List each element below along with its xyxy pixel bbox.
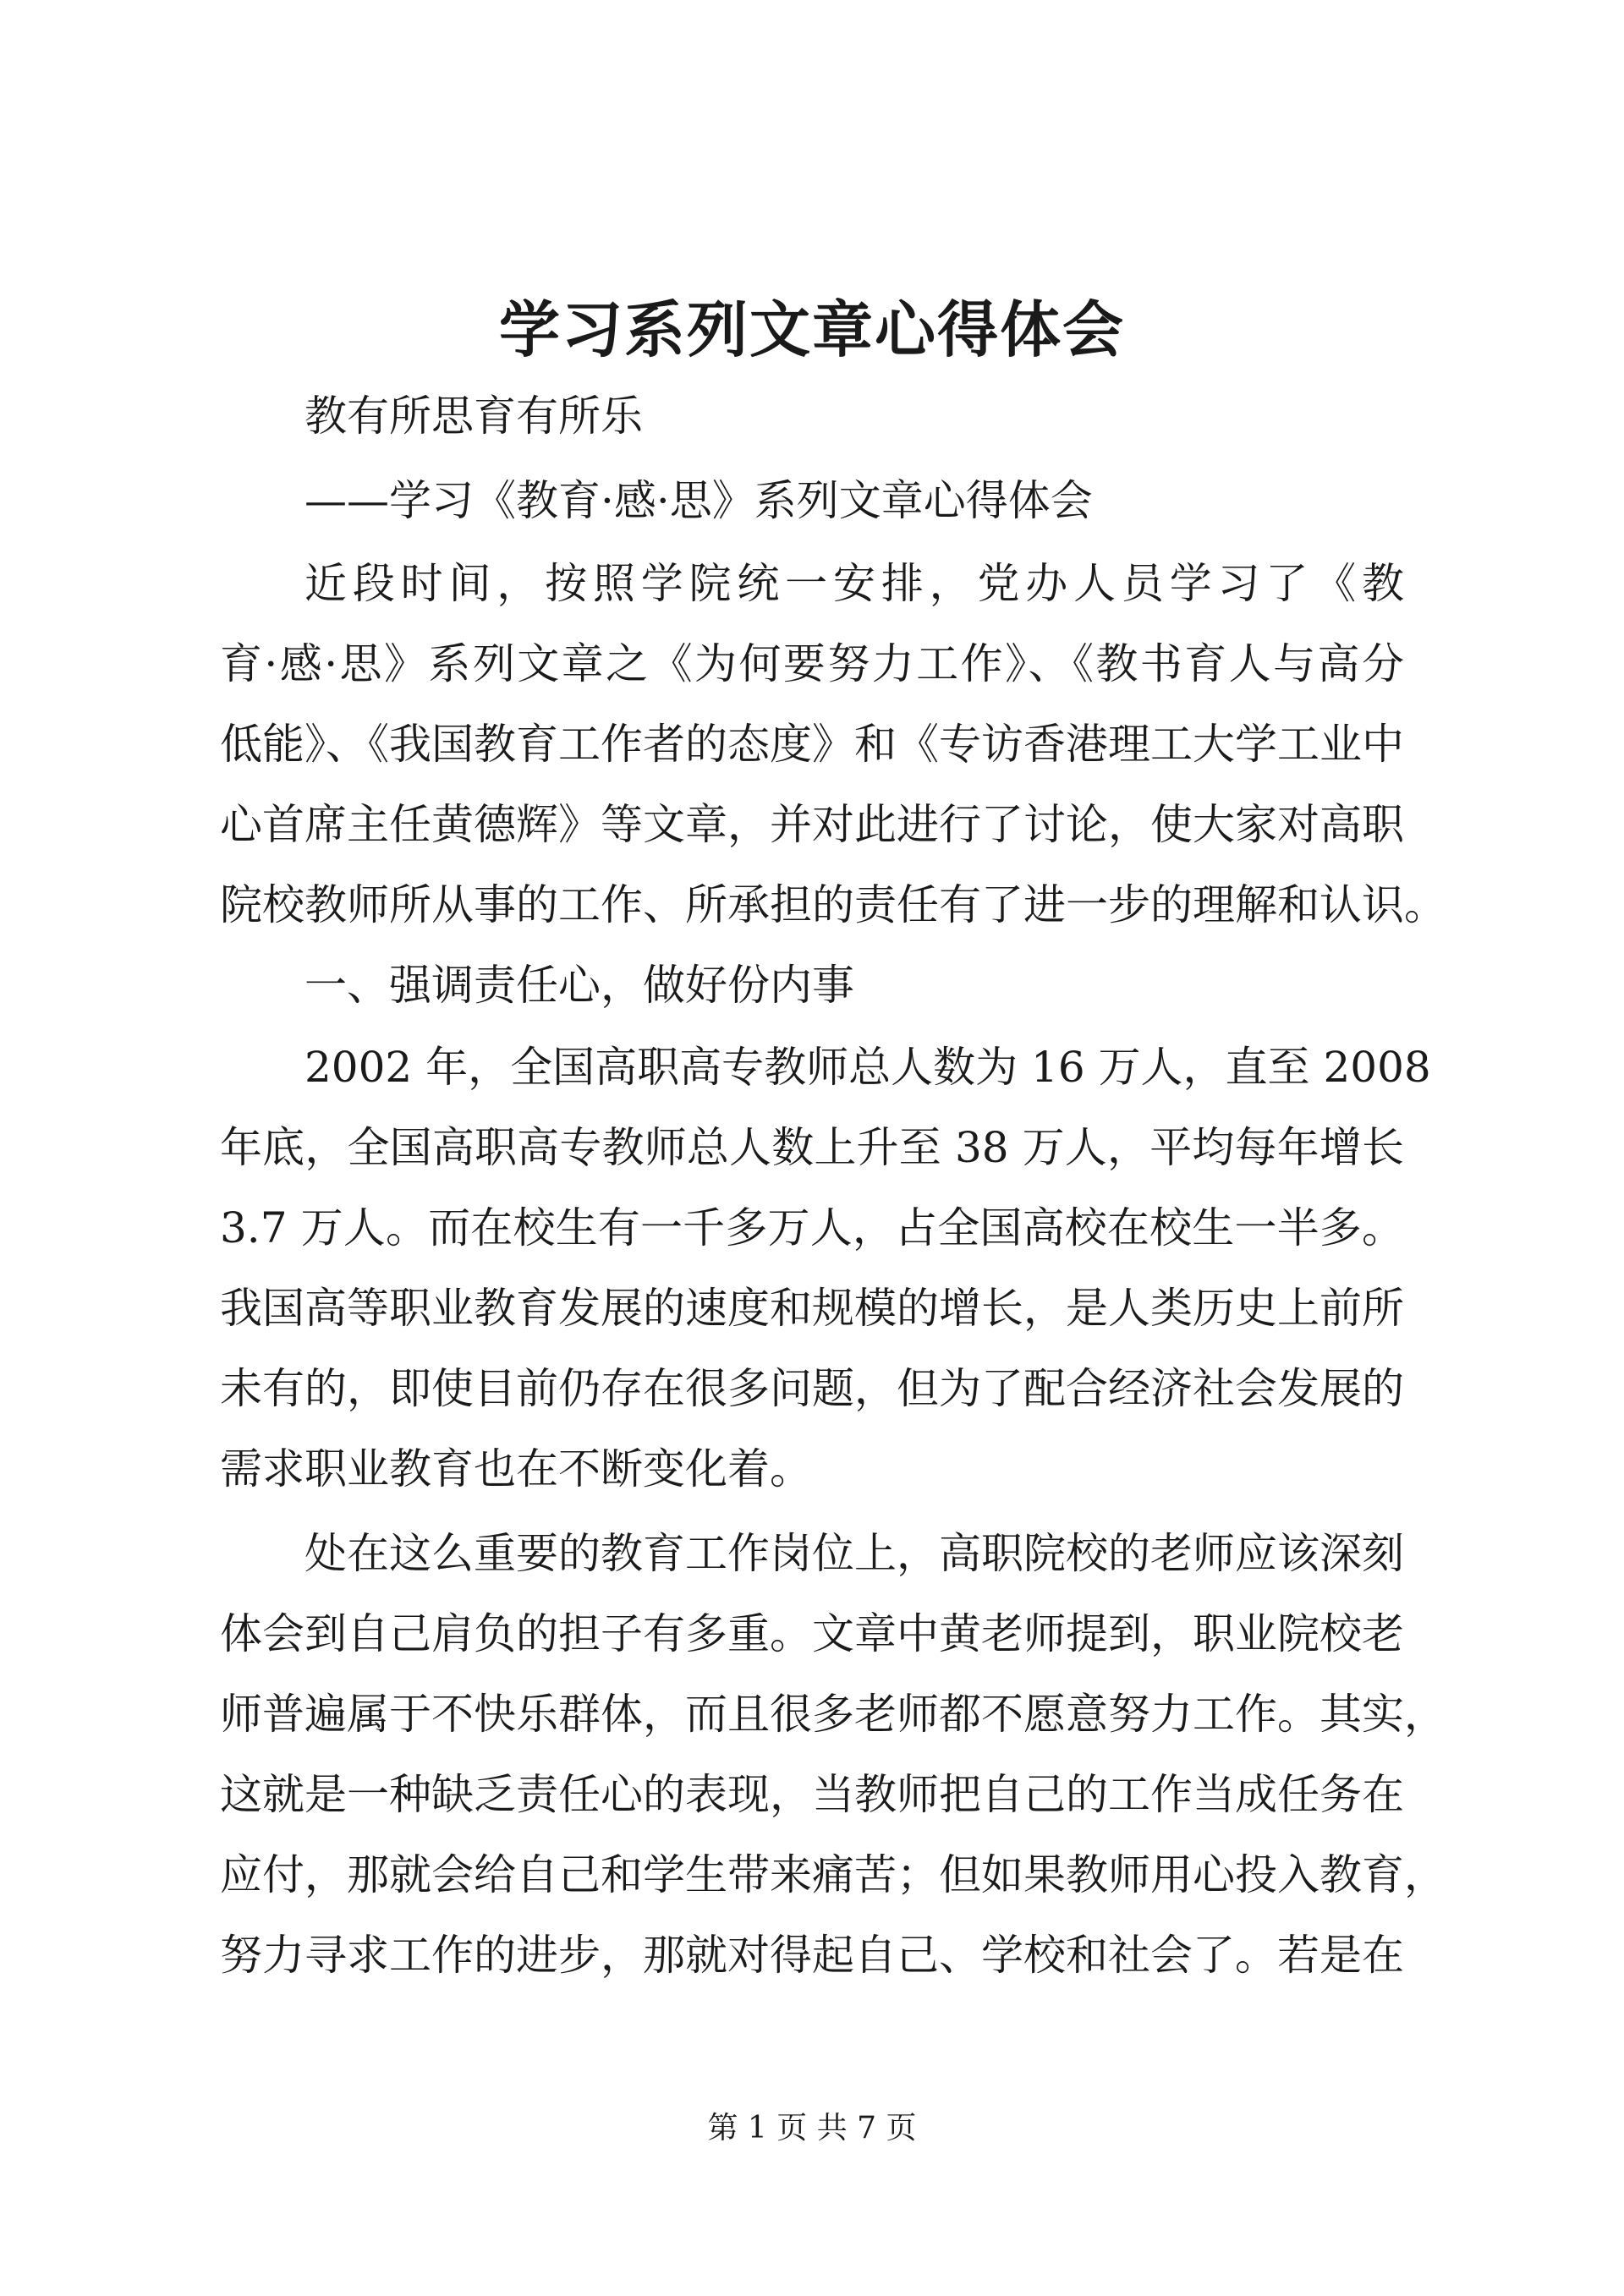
- paragraph-line: 2002 年，全国高职高专教师总人数为 16 万人，直至 2008: [304, 1043, 1431, 1092]
- page-footer: 第 1 页 共 7 页: [707, 2111, 917, 2145]
- paragraph-line: 低能》、《我国教育工作者的态度》和《专访香港理工大学工业中: [220, 720, 1404, 769]
- paragraph-line: 需求职业教育也在不断变化着。: [220, 1444, 812, 1493]
- paragraph-line: 处在这么重要的教育工作岗位上，高职院校的老师应该深刻: [304, 1529, 1404, 1578]
- paragraph-line: 心首席主任黄德辉》等文章，并对此进行了讨论，使大家对高职: [220, 800, 1404, 849]
- paragraph-line: 我国高等职业教育发展的速度和规模的增长，是人类历史上前所: [220, 1284, 1404, 1333]
- paragraph-line: 年底，全国高职高专教师总人数上升至 38 万人，平均每年增长: [220, 1123, 1404, 1172]
- paragraph-line: 育·感·思》系列文章之《为何要努力工作》、《教书育人与高分: [220, 639, 1404, 688]
- article-subheading: ——学习《教育·感·思》系列文章心得体会: [304, 476, 1093, 525]
- paragraph-line: 这就是一种缺乏责任心的表现，当教师把自己的工作当成任务在: [220, 1770, 1404, 1819]
- paragraph-line: 3.7 万人。而在校生有一千多万人，占全国高校在校生一半多。: [220, 1203, 1404, 1252]
- paragraph-line: 努力寻求工作的进步，那就对得起自己、学校和社会了。若是在: [220, 1931, 1404, 1980]
- paragraph-line: 近段时间，按照学院统一安排，党办人员学习了《教: [304, 559, 1404, 608]
- paragraph-line: 体会到自己肩负的担子有多重。文章中黄老师提到，职业院校老: [220, 1609, 1404, 1658]
- document-title: 学习系列文章心得体会: [498, 293, 1125, 365]
- paragraph-line: 未有的，即使目前仍存在很多问题，但为了配合经济社会发展的: [220, 1364, 1404, 1413]
- article-subtitle: 教有所思育有所乐: [304, 392, 643, 441]
- paragraph-line: 院校教师所从事的工作、所承担的责任有了进一步的理解和认识。: [220, 880, 1446, 929]
- paragraph-line: 师普遍属于不快乐群体，而且很多老师都不愿意努力工作。其实，: [220, 1690, 1446, 1739]
- paragraph-line: 应付，那就会给自己和学生带来痛苦；但如果教师用心投入教育，: [220, 1850, 1446, 1899]
- section-heading: 一、强调责任心，做好份内事: [304, 961, 854, 1010]
